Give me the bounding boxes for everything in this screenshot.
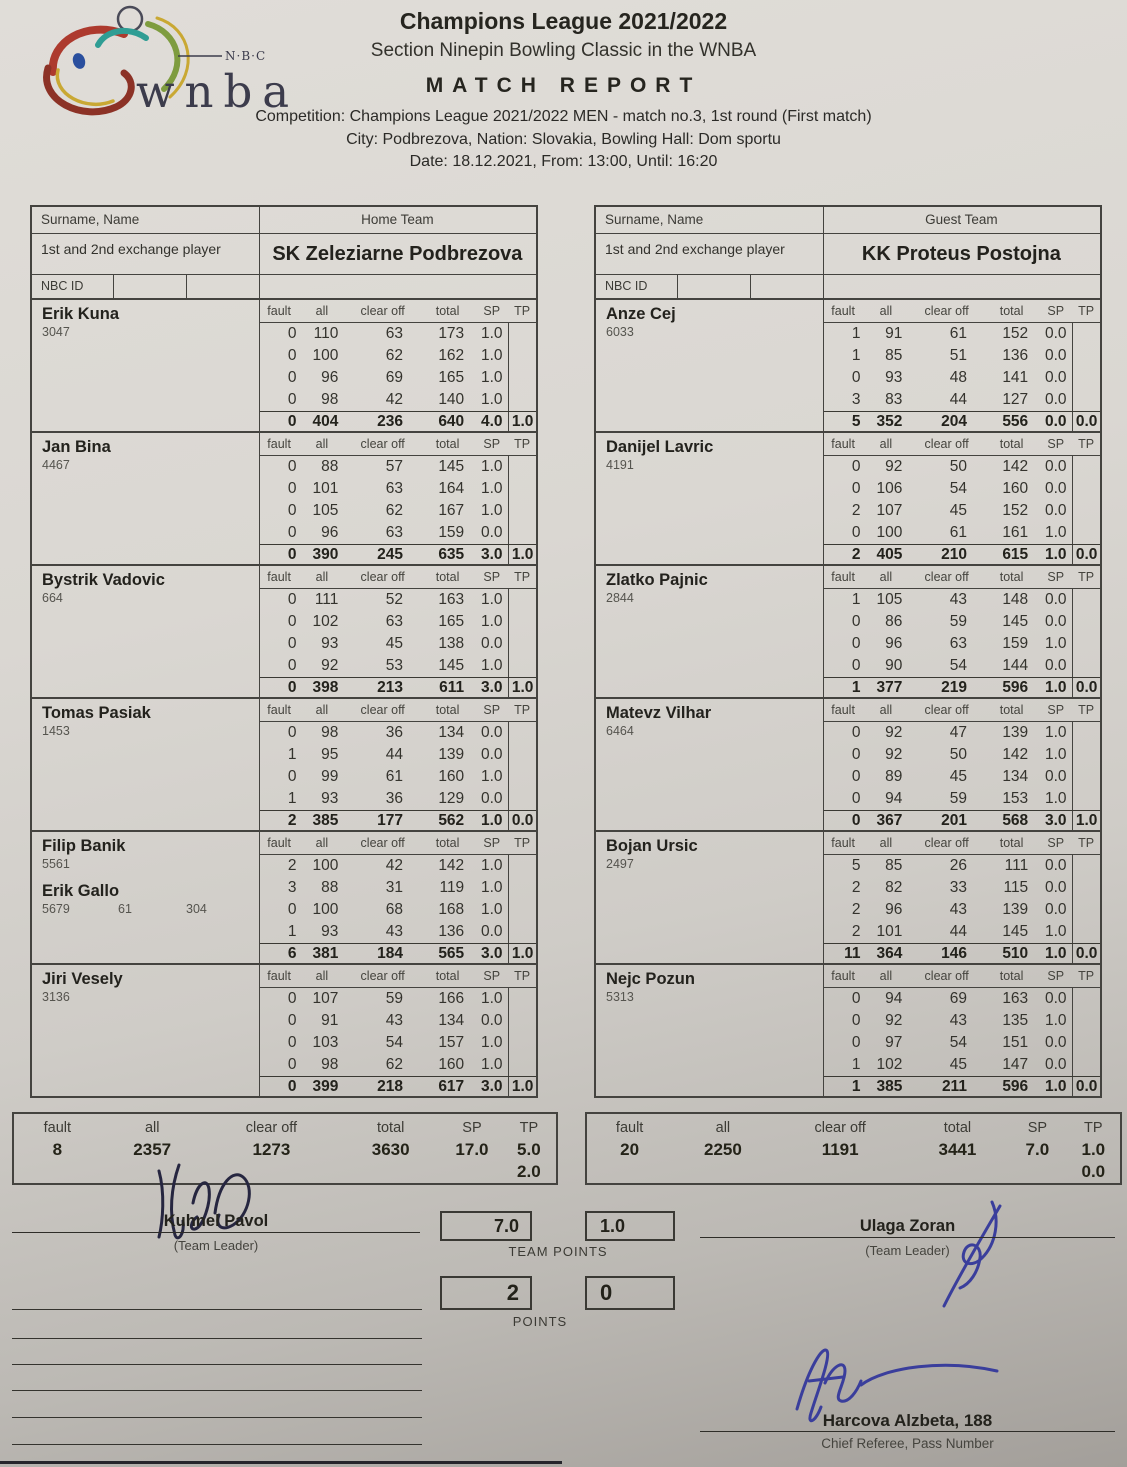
score-table-header: fault all clear off total SP TP (260, 300, 536, 323)
score-row: 1 102 45 147 0.0 (824, 1054, 1100, 1076)
player-id-2 (606, 473, 823, 487)
totals-header: fault all clear off total SP TP (43, 1120, 539, 1136)
blank-line (12, 1390, 422, 1391)
score-row: 0 100 61 161 1.0 (824, 522, 1100, 544)
score-row: 0 93 45 138 0.0 (260, 633, 536, 655)
score-row: 1 93 43 136 0.0 (260, 921, 536, 943)
player-id-2 (606, 872, 823, 886)
player-id: 6464 (606, 724, 634, 738)
score-total-row: 0 404 236 640 4.0 1.0 (260, 411, 536, 431)
player-name: Bystrik Vadovic (42, 571, 165, 589)
surname-label: Surname, Name (41, 212, 140, 227)
totals-values: 20 2250 1191 3441 7.0 1.0 (620, 1140, 1106, 1159)
score-row: 1 93 36 129 0.0 (260, 788, 536, 810)
player-score-table (259, 566, 536, 697)
home-leader-line (12, 1232, 420, 1233)
score-row: 0 101 63 164 1.0 (260, 478, 536, 500)
player-name: Erik Kuna (42, 305, 120, 323)
guest-team-points-box: 1.0 (585, 1211, 675, 1241)
nbc-id-label: NBC ID (41, 279, 84, 293)
home-team-points-box: 7.0 (440, 1211, 532, 1241)
score-row: 2 96 43 139 0.0 (824, 899, 1100, 921)
totals-extra-row: 0.0 (1081, 1162, 1106, 1181)
player-id: 2844 (606, 591, 634, 605)
player-id-2 (42, 606, 259, 620)
score-row: 0 86 59 145 0.0 (824, 611, 1100, 633)
score-table-header: fault all clear off total SP TP (824, 566, 1100, 589)
score-table-header: fault all clear off total SP TP (824, 433, 1100, 456)
divider-line (750, 275, 751, 298)
score-total-row: 1 377 219 596 1.0 0.0 (824, 677, 1100, 697)
score-row: 0 94 69 163 0.0 (824, 988, 1100, 1010)
page-title: Champions League 2021/2022 (399, 8, 728, 34)
player-name: Jiri Vesely (42, 970, 123, 988)
guest-leader-name: Ulaga Zoran (859, 1217, 956, 1235)
player-info (32, 699, 259, 830)
score-row: 0 91 43 134 0.0 (260, 1010, 536, 1032)
player-id-2 (42, 473, 259, 487)
score-row: 0 98 62 160 1.0 (260, 1054, 536, 1076)
guest-points-box: 0 (585, 1276, 675, 1310)
player-score-table (823, 566, 1100, 697)
player-info (32, 965, 259, 1096)
player-id: 6033 (606, 325, 634, 339)
player-score-table (259, 832, 536, 963)
score-total-row: 0 367 201 568 3.0 1.0 (824, 810, 1100, 830)
player-name: Tomas Pasiak (42, 704, 151, 722)
player-id: 4467 (42, 458, 70, 472)
score-row: 0 96 69 165 1.0 (260, 367, 536, 389)
player-info (596, 433, 823, 564)
score-row: 2 82 33 115 0.0 (824, 877, 1100, 899)
score-total-row: 1 385 211 596 1.0 0.0 (824, 1076, 1100, 1096)
player-block (594, 431, 1102, 566)
divider-line (677, 275, 678, 298)
guest-side-label: Guest Team (925, 212, 998, 227)
score-row: 1 85 51 136 0.0 (824, 345, 1100, 367)
competition-line: Competition: Champions League 2021/2022 MEN - match no.3, 1st round (First match) (255, 108, 872, 125)
page-subtitle: Section Ninepin Bowling Classic in the WNBA (370, 40, 757, 61)
score-row: 0 92 53 145 1.0 (260, 655, 536, 677)
score-row: 0 100 62 162 1.0 (260, 345, 536, 367)
player-id: 4191 (606, 458, 634, 472)
guest-team-header (594, 205, 1102, 300)
points-label: POINTS (512, 1314, 568, 1329)
player-id: 1453 (42, 724, 70, 738)
home-team-name: SK Zeleziarne Podbrezova (272, 243, 523, 265)
score-total-row: 2 385 177 562 1.0 0.0 (260, 810, 536, 830)
home-side-label: Home Team (361, 212, 434, 227)
totals-values: 8 2357 1273 3630 17.0 5.0 (52, 1140, 541, 1159)
score-row: 0 111 52 163 1.0 (260, 589, 536, 611)
guest-players-list (594, 298, 1102, 1098)
score-row: 0 92 47 139 1.0 (824, 722, 1100, 744)
score-table-header: fault all clear off total SP TP (824, 965, 1100, 988)
player-id-2 (606, 340, 823, 354)
player-block (30, 830, 538, 965)
score-row: 5 85 26 111 0.0 (824, 855, 1100, 877)
player-block (594, 564, 1102, 699)
score-row: 0 88 57 145 1.0 (260, 456, 536, 478)
player-score-table (823, 433, 1100, 564)
score-row: 0 96 63 159 0.0 (260, 522, 536, 544)
player-info (596, 699, 823, 830)
player-block (594, 830, 1102, 965)
score-row: 0 107 59 166 1.0 (260, 988, 536, 1010)
divider-line (186, 275, 187, 298)
date-line: Date: 18.12.2021, From: 13:00, Until: 16:20 (409, 153, 718, 170)
home-leader-name: Kuhnel Pavol (163, 1212, 269, 1230)
player-block (30, 298, 538, 433)
score-table-header: fault all clear off total SP TP (824, 832, 1100, 855)
score-total-row: 0 399 218 617 3.0 1.0 (260, 1076, 536, 1096)
player-name: Jan Bina (42, 438, 111, 456)
score-total-row: 6 381 184 565 3.0 1.0 (260, 943, 536, 963)
location-line: City: Podbrezova, Nation: Slovakia, Bowling Hall: Dom sportu (346, 131, 781, 148)
player-info (32, 566, 259, 697)
player-id-2: 5679 61 304 (42, 902, 207, 916)
player-block (30, 564, 538, 699)
score-row: 0 105 62 167 1.0 (260, 500, 536, 522)
totals-extra-row: 2.0 (517, 1162, 541, 1181)
blank-line-thick (0, 1461, 562, 1464)
player-id-2 (606, 606, 823, 620)
player-block (30, 697, 538, 832)
player-block (594, 697, 1102, 832)
score-total-row: 0 398 213 611 3.0 1.0 (260, 677, 536, 697)
score-row: 0 92 43 135 1.0 (824, 1010, 1100, 1032)
score-table-header: fault all clear off total SP TP (260, 566, 536, 589)
score-row: 0 102 63 165 1.0 (260, 611, 536, 633)
home-leader-signature (145, 1163, 280, 1243)
player-name: Filip Banik (42, 837, 126, 855)
nbc-id-row (596, 274, 1100, 298)
player-id-2 (42, 340, 259, 354)
guest-leader-line (700, 1237, 1115, 1238)
score-row: 0 96 63 159 1.0 (824, 633, 1100, 655)
nbc-id-label: NBC ID (605, 279, 648, 293)
logo-sup-text: N·B·C (225, 49, 267, 63)
player-id: 664 (42, 591, 63, 605)
player-name: Zlatko Pajnic (606, 571, 708, 589)
player-name: Anze Cej (606, 305, 676, 323)
player-score-table (823, 699, 1100, 830)
player-id: 3047 (42, 325, 70, 339)
player-id-2 (42, 1005, 259, 1019)
home-team-section (30, 205, 538, 1098)
blank-line (12, 1364, 422, 1365)
score-row: 0 94 59 153 1.0 (824, 788, 1100, 810)
score-row: 3 88 31 119 1.0 (260, 877, 536, 899)
home-players-list (30, 298, 538, 1098)
player-id: 3136 (42, 990, 70, 1004)
player-name-2: Erik Gallo (42, 882, 120, 900)
player-score-table (259, 300, 536, 431)
home-points-box: 2 (440, 1276, 532, 1310)
player-score-table (259, 965, 536, 1096)
score-table-header: fault all clear off total SP TP (260, 965, 536, 988)
surname-label: Surname, Name (605, 212, 704, 227)
score-row: 0 89 45 134 0.0 (824, 766, 1100, 788)
blank-line (12, 1444, 422, 1445)
score-row: 0 100 68 168 1.0 (260, 899, 536, 921)
guest-team-name: KK Proteus Postojna (861, 243, 1061, 265)
player-block (594, 298, 1102, 433)
referee-line (700, 1431, 1115, 1432)
player-info (596, 965, 823, 1096)
exchange-player-label: 1st and 2nd exchange player (605, 241, 785, 257)
score-row: 2 100 42 142 1.0 (260, 855, 536, 877)
player-info (32, 300, 259, 431)
score-row: 1 105 43 148 0.0 (824, 589, 1100, 611)
player-score-table (823, 300, 1100, 431)
blank-line (12, 1309, 422, 1310)
score-row: 0 110 63 173 1.0 (260, 323, 536, 345)
player-info (596, 832, 823, 963)
score-row: 0 90 54 144 0.0 (824, 655, 1100, 677)
score-row: 0 103 54 157 1.0 (260, 1032, 536, 1054)
guest-team-section (594, 205, 1102, 1098)
player-id-2 (606, 739, 823, 753)
player-id: 5313 (606, 990, 634, 1004)
guest-leader-role: (Team Leader) (865, 1243, 950, 1258)
score-row: 0 92 50 142 1.0 (824, 744, 1100, 766)
divider-line (113, 275, 114, 298)
player-name: Nejc Pozun (606, 970, 695, 988)
home-totals-box (12, 1112, 558, 1185)
player-name: Matevz Vilhar (606, 704, 712, 722)
blank-line (12, 1417, 422, 1418)
home-leader-role: (Team Leader) (173, 1238, 259, 1253)
score-row: 0 98 36 134 0.0 (260, 722, 536, 744)
nbc-id-row (32, 274, 536, 298)
player-score-table (823, 965, 1100, 1096)
score-row: 0 97 54 151 0.0 (824, 1032, 1100, 1054)
score-table-header: fault all clear off total SP TP (260, 699, 536, 722)
score-row: 0 92 50 142 0.0 (824, 456, 1100, 478)
score-row: 2 107 45 152 0.0 (824, 500, 1100, 522)
score-row: 1 95 44 139 0.0 (260, 744, 536, 766)
player-block (30, 963, 538, 1098)
player-block (30, 431, 538, 566)
player-info (596, 566, 823, 697)
score-table-header: fault all clear off total SP TP (260, 433, 536, 456)
referee-name: Harcova Alzbeta, 188 (822, 1411, 993, 1430)
score-table-header: fault all clear off total SP TP (824, 300, 1100, 323)
player-info (32, 433, 259, 564)
player-id-2 (606, 1005, 823, 1019)
guest-totals-box (585, 1112, 1122, 1185)
player-id-2 (42, 739, 259, 753)
report-title: MATCH REPORT (425, 74, 702, 97)
blank-line (12, 1338, 422, 1339)
score-row: 2 101 44 145 1.0 (824, 921, 1100, 943)
totals-header: fault all clear off total SP TP (615, 1120, 1103, 1136)
logo-text: wnba (136, 65, 300, 118)
exchange-player-label: 1st and 2nd exchange player (41, 241, 221, 257)
player-info (596, 300, 823, 431)
score-total-row: 11 364 146 510 1.0 0.0 (824, 943, 1100, 963)
score-total-row: 0 390 245 635 3.0 1.0 (260, 544, 536, 564)
score-table-header: fault all clear off total SP TP (824, 699, 1100, 722)
referee-role: Chief Referee, Pass Number (821, 1436, 994, 1451)
score-row: 0 106 54 160 0.0 (824, 478, 1100, 500)
player-score-table (823, 832, 1100, 963)
score-table-header: fault all clear off total SP TP (260, 832, 536, 855)
player-block (594, 963, 1102, 1098)
score-row: 0 93 48 141 0.0 (824, 367, 1100, 389)
player-name: Danijel Lavric (606, 438, 714, 456)
score-row: 1 91 61 152 0.0 (824, 323, 1100, 345)
player-info (32, 832, 259, 963)
team-points-label: TEAM POINTS (508, 1244, 608, 1259)
player-score-table (259, 433, 536, 564)
player-id: 5561 (42, 857, 70, 871)
score-row: 0 99 61 160 1.0 (260, 766, 536, 788)
player-id: 2497 (606, 857, 634, 871)
score-row: 3 83 44 127 0.0 (824, 389, 1100, 411)
player-score-table (259, 699, 536, 830)
score-total-row: 5 352 204 556 0.0 0.0 (824, 411, 1100, 431)
score-total-row: 2 405 210 615 1.0 0.0 (824, 544, 1100, 564)
home-team-header (30, 205, 538, 300)
score-row: 0 98 42 140 1.0 (260, 389, 536, 411)
player-name: Bojan Ursic (606, 837, 698, 855)
